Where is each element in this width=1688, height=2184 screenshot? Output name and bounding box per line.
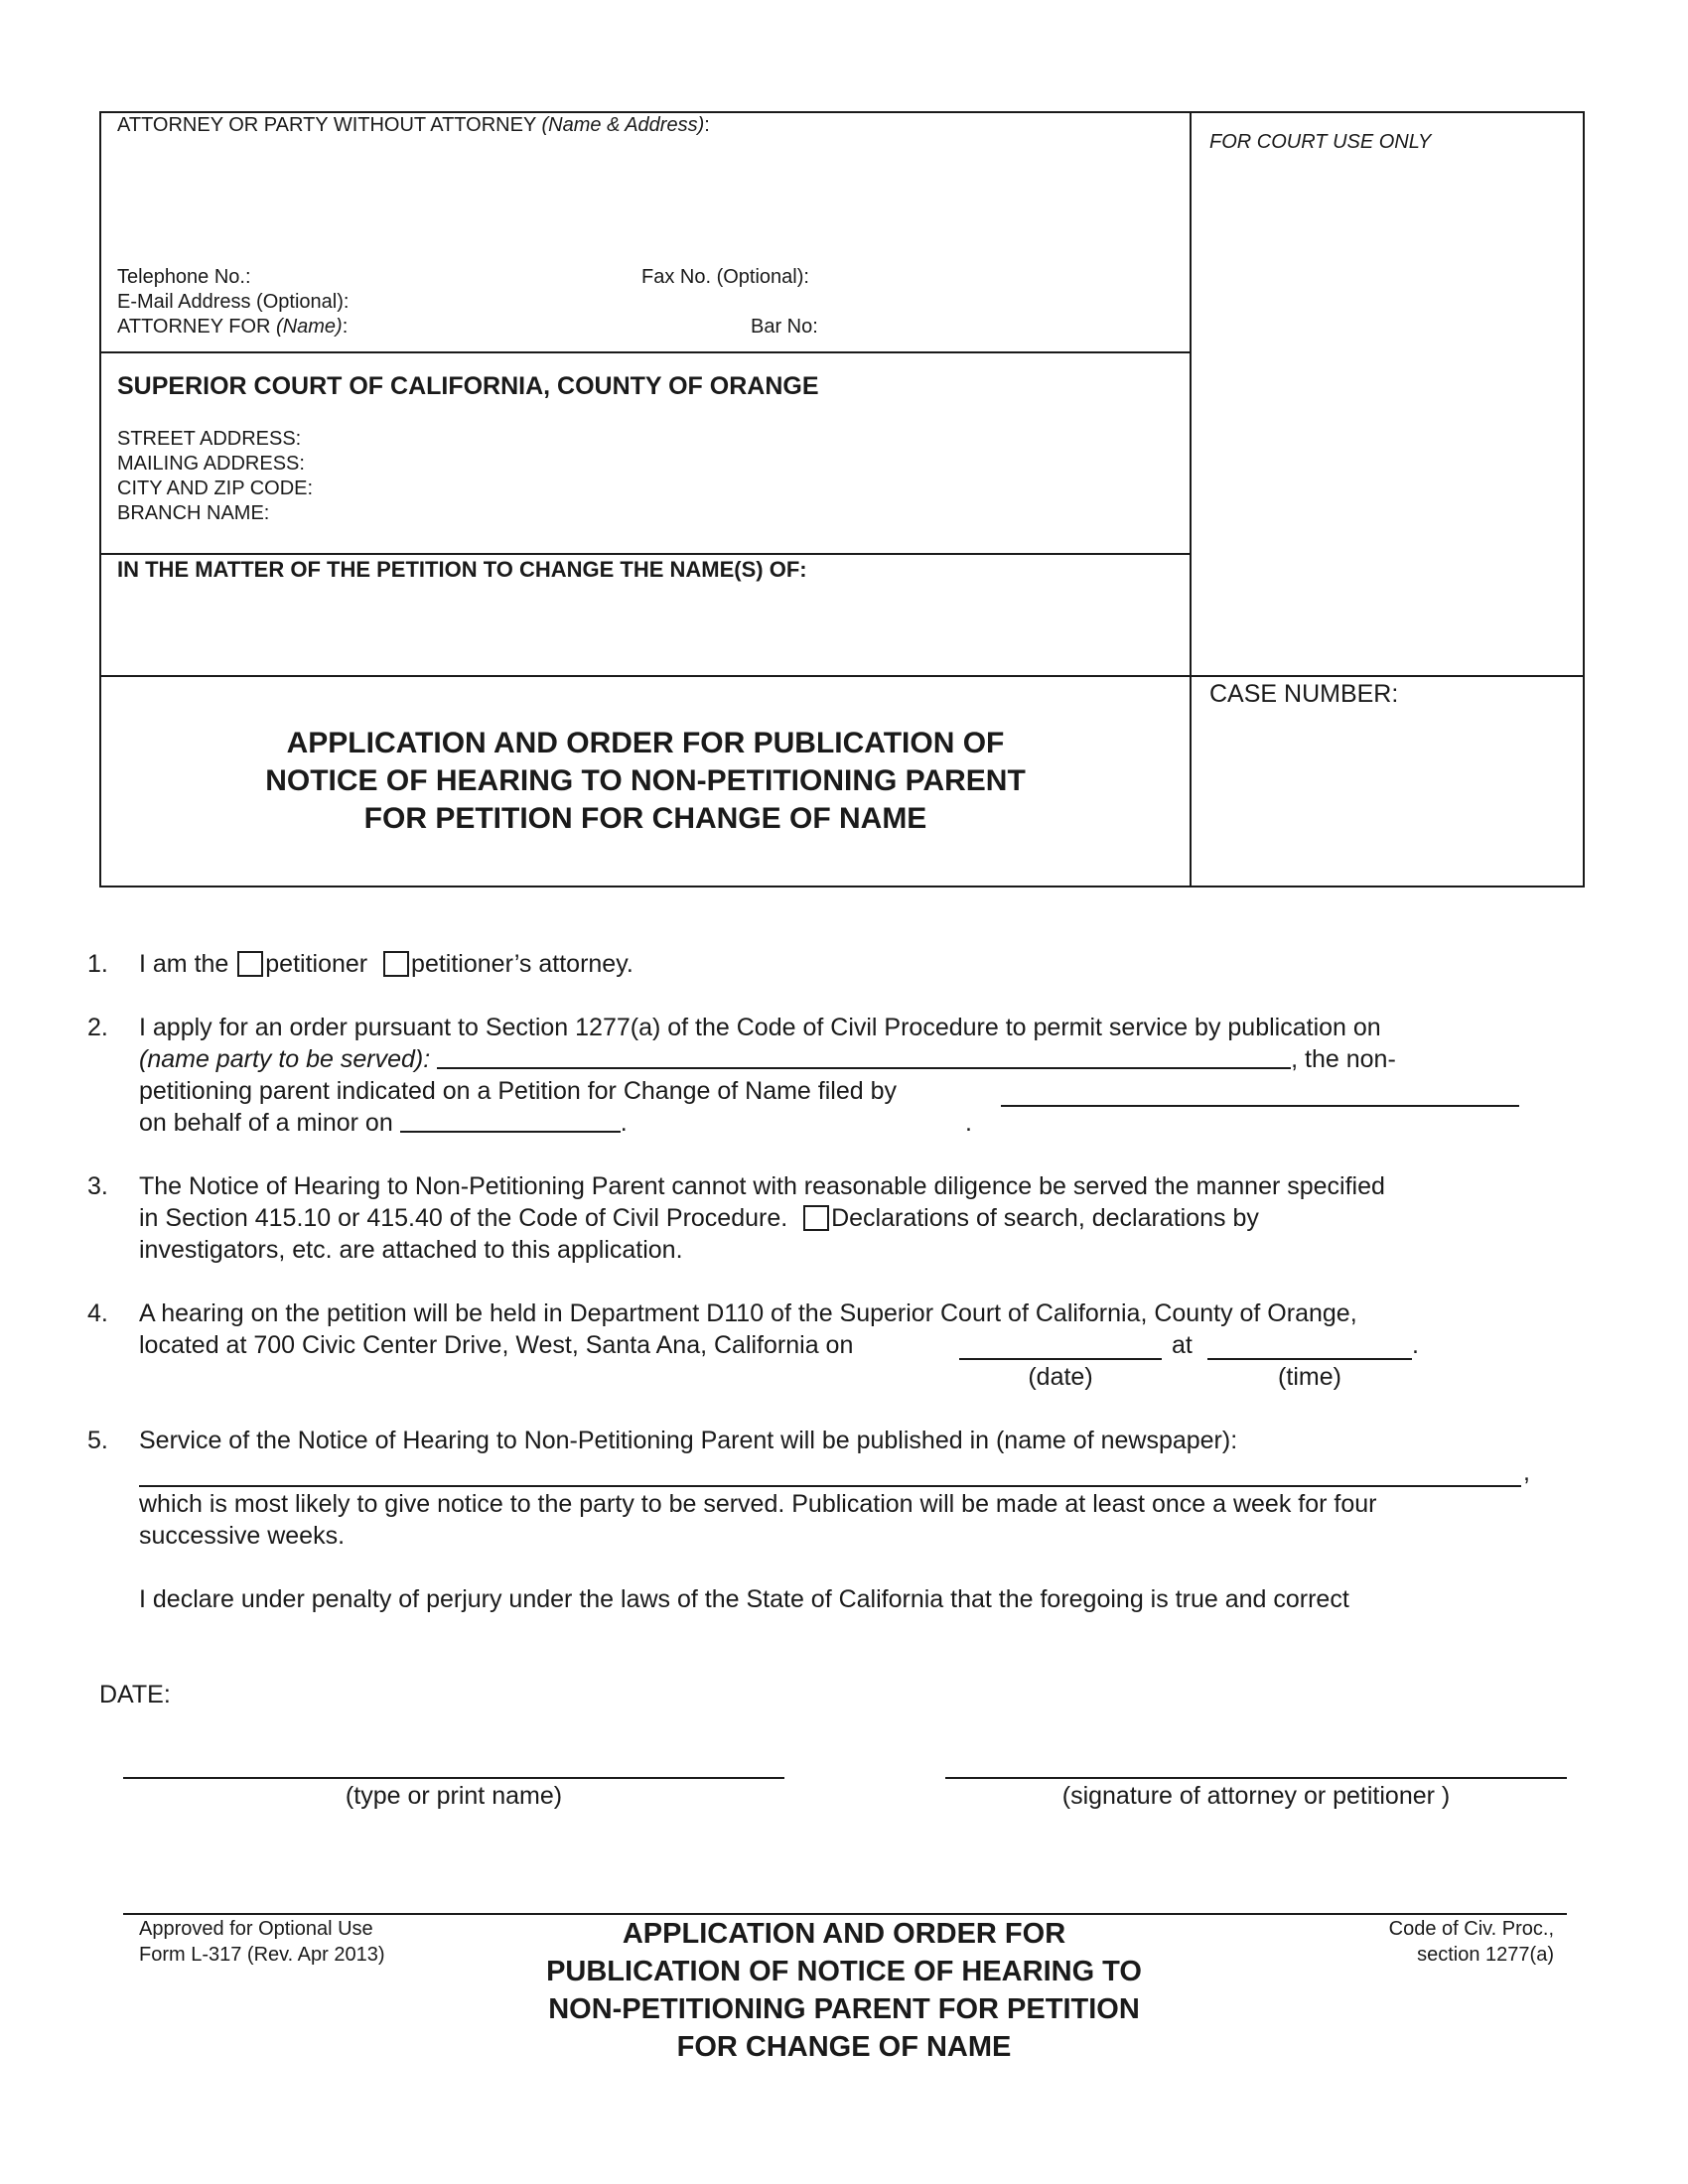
attorney-label-italic: (Name & Address)	[541, 114, 705, 136]
header-divider-1	[99, 351, 1192, 353]
bar-no-label: Bar No:	[751, 316, 818, 338]
form-title	[101, 725, 1190, 838]
item-4-end: .	[1412, 1331, 1419, 1359]
item-5-line-1: Service of the Notice of Hearing to Non-Petitioning Parent will be published in (name of newspaper):	[139, 1427, 1238, 1454]
court-name: SUPERIOR COURT OF CALIFORNIA, COUNTY OF ORANGE	[117, 372, 819, 400]
city-zip-label: CITY AND ZIP CODE:	[117, 478, 314, 499]
header-divider-2	[99, 553, 1192, 555]
header-box-bottom	[99, 886, 1585, 887]
item-5-line-3: which is most likely to give notice to the party to be served. Publication will be made at least once a week for four	[139, 1490, 1377, 1518]
item-2-line-3-text: petitioning parent indicated on a Petition for Change of Name filed by	[139, 1077, 897, 1105]
attorney-label-text: ATTORNEY OR PARTY WITHOUT ATTORNEY	[117, 114, 536, 136]
item-4-number: 4.	[87, 1299, 108, 1327]
signature-field[interactable]	[945, 1777, 1567, 1779]
fax-label: Fax No. (Optional):	[641, 266, 809, 288]
item-2-line-4-text: on behalf of a minor on	[139, 1109, 393, 1137]
attorney-label	[117, 113, 710, 138]
email-label: E-Mail Address (Optional):	[117, 291, 350, 313]
petitioner-attorney-option-label: petitioner’s attorney.	[411, 950, 633, 978]
item-5-comma: ,	[1523, 1458, 1530, 1486]
petitioner-option-label: petitioner	[265, 950, 368, 978]
name-party-colon: :	[423, 1045, 431, 1073]
item-2-line-4	[139, 1107, 628, 1139]
footer-title-line-1: APPLICATION AND ORDER FOR	[622, 1918, 1066, 1950]
item-2-stray-period: .	[965, 1109, 972, 1137]
print-name-caption: (type or print name)	[345, 1782, 563, 1810]
petitioner-attorney-checkbox[interactable]	[383, 951, 409, 977]
attorney-label-suffix: :	[704, 114, 710, 136]
item-2-line-1: I apply for an order pursuant to Section 1277(a) of the Code of Civil Procedure to permit service by publication on	[139, 1014, 1381, 1041]
item-4-at: at	[1172, 1331, 1193, 1359]
approved-label: Approved for Optional Use	[139, 1918, 373, 1940]
minor-date-field[interactable]	[400, 1107, 621, 1133]
hearing-time-field[interactable]	[1207, 1358, 1412, 1360]
item-1	[139, 948, 633, 980]
street-address-label: STREET ADDRESS:	[117, 428, 302, 450]
filed-by-field[interactable]	[1001, 1105, 1519, 1107]
date-caption: (date)	[1028, 1363, 1093, 1391]
telephone-label: Telephone No.:	[117, 266, 251, 288]
item-3-line-1: The Notice of Hearing to Non-Petitioning Parent cannot with reasonable diligence be served the manner specified	[139, 1172, 1385, 1200]
date-label: DATE:	[99, 1681, 171, 1708]
footer-title-line-3: NON-PETITIONING PARENT FOR PETITION	[548, 1993, 1140, 2025]
footer-title-line-2: PUBLICATION OF NOTICE OF HEARING TO	[546, 1956, 1142, 1987]
form-title-line-1: APPLICATION AND ORDER FOR PUBLICATION OF	[286, 727, 1005, 759]
newspaper-name-field[interactable]	[139, 1485, 1521, 1487]
attorney-for-text: ATTORNEY FOR	[117, 316, 271, 338]
declarations-checkbox[interactable]	[803, 1205, 829, 1231]
footer-title-line-4: FOR CHANGE OF NAME	[676, 2031, 1012, 2063]
item-3-line-2-text: in Section 415.10 or 415.40 of the Code of Civil Procedure.	[139, 1204, 788, 1232]
form-title-line-3: FOR PETITION FOR CHANGE OF NAME	[363, 802, 927, 835]
attorney-for-suffix: :	[342, 316, 349, 338]
item-3-number: 3.	[87, 1172, 108, 1200]
petitioner-checkbox[interactable]	[237, 951, 263, 977]
item-5-number: 5.	[87, 1427, 108, 1454]
form-title-line-2: NOTICE OF HEARING TO NON-PETITIONING PARENT	[265, 764, 1026, 797]
case-number-label: CASE NUMBER:	[1209, 680, 1399, 708]
item-2-number: 2.	[87, 1014, 108, 1041]
item-1-text: I am the	[139, 950, 229, 978]
item-2-line-4-end: .	[620, 1109, 628, 1137]
item-2-line-2-end: , the non-	[1291, 1045, 1396, 1073]
signature-caption: (signature of attorney or petitioner )	[1061, 1782, 1451, 1810]
hearing-date-field[interactable]	[959, 1358, 1162, 1360]
mailing-address-label: MAILING ADDRESS:	[117, 453, 305, 475]
print-name-field[interactable]	[123, 1777, 784, 1779]
header-box-right	[1583, 111, 1585, 887]
form-number: Form L-317 (Rev. Apr 2013)	[139, 1944, 385, 1966]
declarations-option-label: Declarations of search, declarations by	[831, 1204, 1259, 1232]
section-reference: section 1277(a)	[1417, 1944, 1554, 1966]
branch-name-label: BRANCH NAME:	[117, 502, 270, 524]
header-divider-3	[99, 675, 1585, 677]
name-party-field[interactable]	[437, 1043, 1291, 1069]
item-4-line-2: located at 700 Civic Center Drive, West, Santa Ana, California on	[139, 1331, 854, 1359]
item-4-line-1: A hearing on the petition will be held in Department D110 of the Superior Court of California, County of Orange,	[139, 1299, 1357, 1327]
item-2-line-2	[139, 1043, 1396, 1075]
time-caption: (time)	[1278, 1363, 1341, 1391]
header-box-divider-vertical	[1190, 111, 1192, 887]
item-1-number: 1.	[87, 950, 108, 978]
name-party-label: (name party to be served)	[139, 1045, 424, 1073]
item-3-line-3: investigators, etc. are attached to this application.	[139, 1236, 683, 1264]
declaration-statement: I declare under penalty of perjury under the laws of the State of California that the foregoing is true and correct	[139, 1585, 1349, 1613]
footer-title	[437, 1915, 1251, 2066]
attorney-for-label	[117, 315, 348, 340]
item-2-line-3	[139, 1075, 897, 1107]
code-reference: Code of Civ. Proc.,	[1388, 1918, 1554, 1940]
matter-label: IN THE MATTER OF THE PETITION TO CHANGE THE NAME(S) OF:	[117, 557, 807, 582]
item-5-line-4: successive weeks.	[139, 1522, 346, 1550]
item-3-line-2	[139, 1202, 1259, 1234]
attorney-for-italic: (Name)	[276, 316, 343, 338]
court-use-label: FOR COURT USE ONLY	[1209, 131, 1432, 153]
